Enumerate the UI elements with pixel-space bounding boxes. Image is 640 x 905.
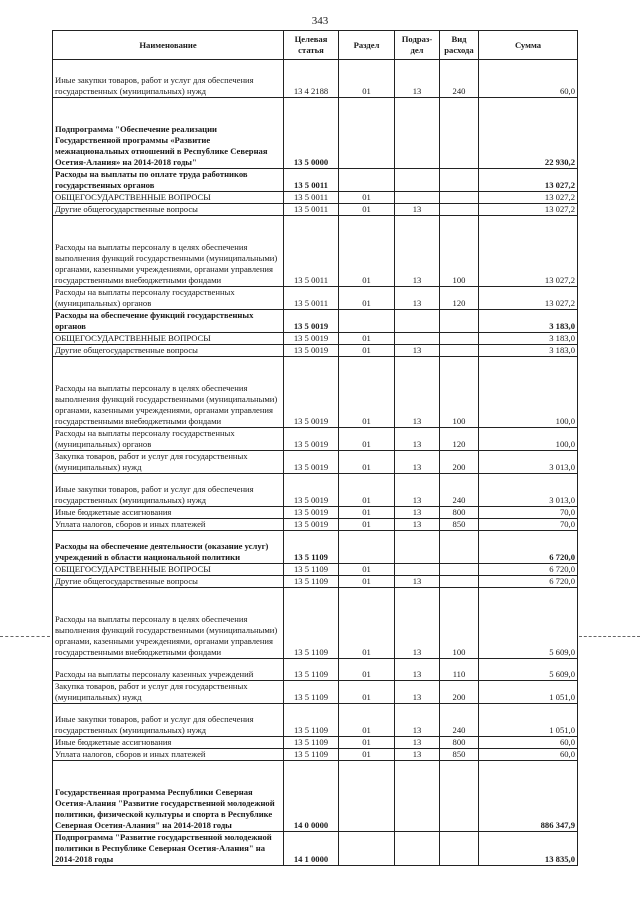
row-subsection: 13 [395, 507, 440, 519]
row-section: 01 [339, 60, 395, 98]
row-sum: 6 720,0 [479, 531, 578, 564]
table-body [53, 60, 578, 866]
row-expense-kind: 100 [440, 588, 479, 659]
row-target-article: 13 5 0011 [284, 169, 339, 192]
row-name: Закупка товаров, работ и услуг для государственных (муниципальных) нужд [53, 681, 284, 704]
row-section: 01 [339, 576, 395, 588]
row-expense-kind [440, 204, 479, 216]
row-expense-kind: 850 [440, 749, 479, 761]
row-sum: 3 183,0 [479, 345, 578, 357]
row-target-article: 13 5 1109 [284, 681, 339, 704]
table-header-row [53, 31, 578, 60]
row-target-article: 13 5 0019 [284, 345, 339, 357]
row-name: Другие общегосударственные вопросы [53, 576, 284, 588]
row-subsection [395, 761, 440, 832]
table-row [53, 681, 578, 704]
row-name: Расходы на обеспечение функций государственных органов [53, 310, 284, 333]
row-section: 01 [339, 737, 395, 749]
row-subsection: 13 [395, 737, 440, 749]
row-sum: 13 027,2 [479, 216, 578, 287]
row-section: 01 [339, 681, 395, 704]
row-sum: 1 051,0 [479, 704, 578, 737]
row-target-article: 13 5 0019 [284, 451, 339, 474]
row-target-article: 13 5 0000 [284, 98, 339, 169]
row-expense-kind [440, 832, 479, 866]
row-target-article: 13 5 1109 [284, 576, 339, 588]
row-section [339, 98, 395, 169]
header-subsection: Подраз- дел [395, 31, 440, 60]
row-name: Иные бюджетные ассигнования [53, 507, 284, 519]
row-name: Закупка товаров, работ и услуг для государственных (муниципальных) нужд [53, 451, 284, 474]
row-target-article: 13 5 0019 [284, 333, 339, 345]
row-subsection [395, 98, 440, 169]
row-name: Уплата налогов, сборов и иных платежей [53, 749, 284, 761]
row-name: ОБЩЕГОСУДАРСТВЕННЫЕ ВОПРОСЫ [53, 564, 284, 576]
row-subsection: 13 [395, 681, 440, 704]
row-target-article: 13 5 1109 [284, 564, 339, 576]
row-expense-kind [440, 333, 479, 345]
row-sum: 3 183,0 [479, 333, 578, 345]
row-target-article: 14 1 0000 [284, 832, 339, 866]
row-section [339, 169, 395, 192]
row-target-article: 14 0 0000 [284, 761, 339, 832]
table-row [53, 531, 578, 564]
row-name: Иные закупки товаров, работ и услуг для обеспечения государственных (муниципальных) нужд [53, 60, 284, 98]
row-sum: 13 027,2 [479, 204, 578, 216]
row-subsection [395, 564, 440, 576]
row-subsection: 13 [395, 428, 440, 451]
row-expense-kind: 800 [440, 737, 479, 749]
row-subsection: 13 [395, 588, 440, 659]
row-sum: 13 027,2 [479, 287, 578, 310]
row-expense-kind: 100 [440, 357, 479, 428]
row-name: Расходы на выплаты персоналу государственных (муниципальных) органов [53, 287, 284, 310]
row-section: 01 [339, 704, 395, 737]
table-row [53, 204, 578, 216]
row-name: Иные закупки товаров, работ и услуг для обеспечения государственных (муниципальных) нужд [53, 704, 284, 737]
cut-line-right [579, 636, 640, 637]
row-section: 01 [339, 204, 395, 216]
row-target-article: 13 5 0019 [284, 310, 339, 333]
row-sum: 886 347,9 [479, 761, 578, 832]
row-sum: 22 930,2 [479, 98, 578, 169]
row-expense-kind [440, 576, 479, 588]
table-row [53, 192, 578, 204]
table-row [53, 507, 578, 519]
table-row [53, 659, 578, 681]
row-section [339, 310, 395, 333]
row-name: Другие общегосударственные вопросы [53, 204, 284, 216]
table-row [53, 345, 578, 357]
row-section [339, 761, 395, 832]
row-expense-kind: 240 [440, 704, 479, 737]
row-expense-kind [440, 531, 479, 564]
row-section [339, 832, 395, 866]
table-row [53, 832, 578, 866]
row-expense-kind: 850 [440, 519, 479, 531]
row-section: 01 [339, 474, 395, 507]
table-row [53, 588, 578, 659]
row-name: Иные закупки товаров, работ и услуг для обеспечения государственных (муниципальных) нужд [53, 474, 284, 507]
row-target-article: 13 5 1109 [284, 531, 339, 564]
header-section: Раздел [339, 31, 395, 60]
row-target-article: 13 5 1109 [284, 749, 339, 761]
row-target-article: 13 5 0019 [284, 519, 339, 531]
row-subsection [395, 832, 440, 866]
row-subsection: 13 [395, 576, 440, 588]
row-section: 01 [339, 192, 395, 204]
row-expense-kind: 240 [440, 60, 479, 98]
row-expense-kind [440, 192, 479, 204]
row-name: Расходы на выплаты персоналу в целях обеспечения выполнения функций государственными (муниципальными) органами, казенными учреждениями, органами управления государственными внебюджетными фондами [53, 357, 284, 428]
row-target-article: 13 5 1109 [284, 704, 339, 737]
row-target-article: 13 5 0019 [284, 428, 339, 451]
page-number: 343 [311, 15, 329, 27]
row-target-article: 13 5 0011 [284, 192, 339, 204]
row-name: Расходы на выплаты персоналу в целях обеспечения выполнения функций государственными (муниципальными) органами, казенными учреждениями, органами управления государственными внебюджетными фондами [53, 588, 284, 659]
row-subsection: 13 [395, 216, 440, 287]
row-sum: 6 720,0 [479, 564, 578, 576]
row-subsection [395, 310, 440, 333]
header-target-article: Целевая статья [284, 31, 339, 60]
row-expense-kind [440, 98, 479, 169]
table-row [53, 737, 578, 749]
row-section: 01 [339, 507, 395, 519]
row-subsection [395, 333, 440, 345]
row-expense-kind: 100 [440, 216, 479, 287]
row-subsection: 13 [395, 519, 440, 531]
row-section: 01 [339, 451, 395, 474]
row-target-article: 13 4 2188 [284, 60, 339, 98]
row-subsection: 13 [395, 704, 440, 737]
cut-line-left [0, 636, 50, 637]
row-subsection: 13 [395, 451, 440, 474]
table-row [53, 169, 578, 192]
row-section: 01 [339, 333, 395, 345]
table-row [53, 704, 578, 737]
row-section: 01 [339, 519, 395, 531]
row-name: ОБЩЕГОСУДАРСТВЕННЫЕ ВОПРОСЫ [53, 192, 284, 204]
row-section: 01 [339, 287, 395, 310]
table-row [53, 428, 578, 451]
row-name: Другие общегосударственные вопросы [53, 345, 284, 357]
row-subsection: 13 [395, 749, 440, 761]
row-target-article: 13 5 0011 [284, 204, 339, 216]
row-section: 01 [339, 588, 395, 659]
budget-table [52, 30, 578, 866]
row-target-article: 13 5 0019 [284, 507, 339, 519]
row-subsection: 13 [395, 659, 440, 681]
row-expense-kind: 110 [440, 659, 479, 681]
table-row [53, 310, 578, 333]
table-row [53, 98, 578, 169]
row-target-article: 13 5 1109 [284, 737, 339, 749]
row-expense-kind: 120 [440, 287, 479, 310]
row-expense-kind: 800 [440, 507, 479, 519]
table-row [53, 357, 578, 428]
row-expense-kind: 240 [440, 474, 479, 507]
row-sum: 70,0 [479, 507, 578, 519]
row-subsection: 13 [395, 204, 440, 216]
row-name: Уплата налогов, сборов и иных платежей [53, 519, 284, 531]
row-expense-kind: 120 [440, 428, 479, 451]
row-name: Расходы на выплаты персоналу казенных учреждений [53, 659, 284, 681]
table-row [53, 564, 578, 576]
row-target-article: 13 5 0011 [284, 287, 339, 310]
row-target-article: 13 5 0019 [284, 357, 339, 428]
table-row [53, 749, 578, 761]
row-sum: 60,0 [479, 60, 578, 98]
row-name: Расходы на обеспечение деятельности (оказание услуг) учреждений в области национальной политики [53, 531, 284, 564]
header-sum: Сумма [479, 31, 578, 60]
row-expense-kind [440, 169, 479, 192]
row-target-article: 13 5 0019 [284, 474, 339, 507]
row-sum: 100,0 [479, 357, 578, 428]
row-subsection [395, 531, 440, 564]
row-sum: 13 835,0 [479, 832, 578, 866]
row-section: 01 [339, 659, 395, 681]
row-sum: 6 720,0 [479, 576, 578, 588]
row-name: Государственная программа Республики Северная Осетия-Алания "Развитие государственной молодежной политики, физической культуры и спорта в Республике Северная Осетия-Алания" на 2014-2018 годы [53, 761, 284, 832]
row-subsection: 13 [395, 474, 440, 507]
row-section: 01 [339, 357, 395, 428]
row-sum: 3 183,0 [479, 310, 578, 333]
row-name: Расходы на выплаты персоналу в целях обеспечения выполнения функций государственными (муниципальными) органами, казенными учреждениями, органами управления государственными внебюджетными фондами [53, 216, 284, 287]
row-sum: 5 609,0 [479, 588, 578, 659]
row-section: 01 [339, 749, 395, 761]
row-sum: 60,0 [479, 737, 578, 749]
row-subsection: 13 [395, 345, 440, 357]
row-subsection: 13 [395, 287, 440, 310]
row-sum: 100,0 [479, 428, 578, 451]
table-row [53, 761, 578, 832]
table-row [53, 451, 578, 474]
row-sum: 3 013,0 [479, 451, 578, 474]
header-expense-kind: Вид расхода [440, 31, 479, 60]
table-row [53, 60, 578, 98]
row-name: Подпрограмма "Развитие государственной молодежной политики в Республике Северная Осетия-Алания" на 2014-2018 годы [53, 832, 284, 866]
row-sum: 5 609,0 [479, 659, 578, 681]
row-target-article: 13 5 1109 [284, 659, 339, 681]
table-row [53, 519, 578, 531]
row-sum: 13 027,2 [479, 192, 578, 204]
row-expense-kind [440, 345, 479, 357]
row-name: Иные бюджетные ассигнования [53, 737, 284, 749]
row-expense-kind: 200 [440, 451, 479, 474]
row-section: 01 [339, 216, 395, 287]
row-name: ОБЩЕГОСУДАРСТВЕННЫЕ ВОПРОСЫ [53, 333, 284, 345]
row-section [339, 531, 395, 564]
table-row [53, 333, 578, 345]
row-subsection: 13 [395, 357, 440, 428]
table-row [53, 576, 578, 588]
row-sum: 70,0 [479, 519, 578, 531]
row-expense-kind [440, 564, 479, 576]
row-sum: 60,0 [479, 749, 578, 761]
row-subsection: 13 [395, 60, 440, 98]
table-row [53, 474, 578, 507]
row-expense-kind: 200 [440, 681, 479, 704]
row-section: 01 [339, 564, 395, 576]
table-row [53, 216, 578, 287]
row-section: 01 [339, 428, 395, 451]
row-sum: 13 027,2 [479, 169, 578, 192]
row-subsection [395, 192, 440, 204]
row-expense-kind [440, 761, 479, 832]
row-section: 01 [339, 345, 395, 357]
row-sum: 3 013,0 [479, 474, 578, 507]
row-subsection [395, 169, 440, 192]
row-name: Расходы на выплаты по оплате труда работников государственных органов [53, 169, 284, 192]
row-name: Расходы на выплаты персоналу государственных (муниципальных) органов [53, 428, 284, 451]
row-target-article: 13 5 1109 [284, 588, 339, 659]
row-name: Подпрограмма "Обеспечение реализации Государственной программы «Развитие межнациональных отношений в Республике Северная Осетия-Алания» на 2014-2018 годы" [53, 98, 284, 169]
row-expense-kind [440, 310, 479, 333]
table-row [53, 287, 578, 310]
header-name: Наименование [53, 31, 284, 60]
row-sum: 1 051,0 [479, 681, 578, 704]
row-target-article: 13 5 0011 [284, 216, 339, 287]
